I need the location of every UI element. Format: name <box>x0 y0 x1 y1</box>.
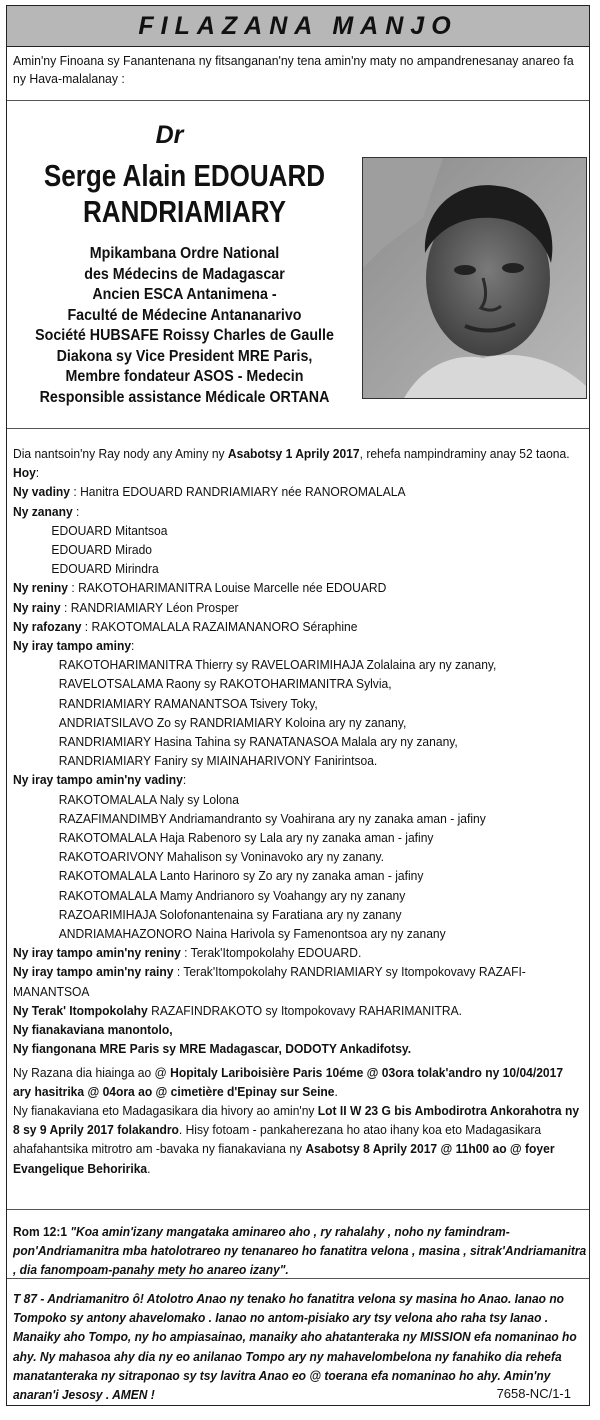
in-law-name: RAKOTOMALALA RAZAIMANANORO Séraphine <box>91 618 358 634</box>
descendants-label: Ny Terak' Itompokolahy <box>13 1002 148 1018</box>
sibling-entry: RANDRIAMIARY RAMANANTSOA Tsivery Toky, <box>58 695 318 711</box>
role-line: Diakona sy Vice President MRE Paris, <box>56 347 313 365</box>
maternal-relatives-label: Ny iray tampo amin'ny reniny <box>13 945 181 961</box>
hoy-label: Hoy <box>13 465 36 481</box>
sibling-entry: RANDRIAMIARY Hasina Tahina sy RANATANASOA Malala ary ny zanany, <box>58 734 458 750</box>
whole-family: Ny fianakaviana manontolo, <box>13 1022 173 1038</box>
funeral-text: . <box>334 1083 338 1099</box>
verse-text: "Koa amin'izany mangataka aminareo aho , ry rahalahy , noho ny famindram-pon'Andriamanitra mba hatolotrareo ny tenanareo ho fanatitra velona , masina , sitrak'Andriamanitra , dia fanompoam-panahy mety ho anareo izany". <box>13 1224 587 1278</box>
deceased-roles <box>7 244 362 408</box>
funeral-text: Ny Razana dia hiainga ao @ <box>13 1064 171 1080</box>
role-line: des Médecins de Madagascar <box>84 265 285 283</box>
role-line: Membre fondateur ASOS - Medecin <box>65 368 304 385</box>
spouse-sibling-entry: RAKOTOMALALA Mamy Andrianoro sy Voahangy ary ny zanany <box>58 887 406 903</box>
divider <box>7 1278 589 1279</box>
mother-name: RAKOTOHARIMANITRA Louise Marcelle née EDOUARD <box>78 580 387 596</box>
notice-body: Dia nantsoin'ny Ray nody any Aminy ny Asabotsy 1 Aprily 2017, rehefa nampindraminy anay 52 taona. Hoy: Ny vadiny : Hanitra EDOUARD RANDRIAMIARY née RANOROMALALA Ny zanany : EDOUARD Mitantsoa EDOUARD Mirado EDOUARD Mirindra Ny reniny : RAKOTOHARIMANITRA Louise Marcelle née EDOUARD Ny rainy : RANDRIAMIARY Léon Prosper Ny rafozany : RAKOTOMALALA RAZAIMANANORO Séraphine Ny iray tampo aminy: RAKOTOHARIMANITRA Thierry sy RAVELOARIMIHAJA Zolalaina ary ny zanany, RAVELOTSALAMA Raony sy RAKOTOHARIMANITRA Sylvia, RANDRIAMIARY RAMANANTSOA Tsivery Toky, ANDRIATSILAVO Zo sy RANDRIAMIARY Koloina ary ny zanany, RANDRIAMIARY Hasina Tahina sy RANATANASOA Malala ary ny zanany, RANDRIAMIARY Faniry sy MIAINAHARIVONY Fanirintsoa. Ny iray tampo amin'ny vadiny: RAKOTOMALALA Naly sy Lolona RAZAFIMANDIMBY Andriamandranto sy Voahirana ary ny zanaka aman - jafiny RAKOTOMALALA Haja Rabenoro sy Lala ary ny zanaka aman - jafiny RAKOTOARIVONY Mahalison sy Voninavoko ary ny zanany. RAKOTOMALALA Lanto Harinoro sy Zo ary ny zanaka aman - jafiny RAKOTOMALALA Mamy Andrianoro sy Voahangy ary ny zanany RAZOARIMIHAJA Solofonantenaina sy Faratiana ary ny zanany ANDRIAMAHAZONORO Naina Harivola sy Famenontsoa ary ny zanany Ny iray tampo amin'ny reniny : Terak'Itompokolahy EDOUARD. Ny iray tampo amin'ny rainy : Terak'Itompokolahy RANDRIAMIARY sy Itompokovavy RAZAFI-MANANTSOA Ny Terak' Itompokolahy RAZAFINDRAKOTO sy Itompokovavy RAHARIMANITRA. Ny fianakaviana manontolo, Ny fiangonana MRE Paris sy MRE Madagascar, DODOTY Ankadifotsy. Ny Razana dia hiainga ao @ Hopitaly Lariboisière Paris 10éme @ 03ora tolak'andro ny 10/04/2017 ary hasitrika @ 04ora ao @ cimetière d'Epinay sur Seine. Ny fianakaviana eto Madagasikara dia hivory ao amin'ny Lot II W 23 G bis Ambodirotra Ankorahotra ny 8 sy 9 Aprily 2017 folakandro. Hisy fotoam - pankaherezana ho atao ihany koa eto Madagasikara ahafahantsika mitrotro am -bavaka ny fianakaviana ny Asabotsy 8 Aprily 2017 @ 11h00 ao @ foyer Evangelique Behoririka. <box>13 444 580 1178</box>
role-line: Mpikambana Ordre National <box>89 245 280 262</box>
church-congregation: Ny fiangonana MRE Paris sy MRE Madagascar, DODOTY Ankadifotsy. <box>13 1041 412 1057</box>
sibling-entry: ANDRIATSILAVO Zo sy RANDRIAMIARY Koloina ary ny zanany, <box>58 714 407 730</box>
death-announcement <box>13 444 580 463</box>
funeral-location-time: Hopitaly Lariboisière Paris 10éme @ 03ora tolak'andro ny 10/04/2017 ary hasitrika @ 04ora ao @ cimetière d'Epinay sur Seine <box>13 1064 564 1099</box>
divider <box>7 428 589 429</box>
spouse-name: Hanitra EDOUARD RANDRIAMIARY née RANOROMALALA <box>80 484 406 500</box>
child-name: EDOUARD Mirado <box>51 542 153 558</box>
role-line: Responsible assistance Médicale ORTANA <box>39 388 330 406</box>
spouse-sibling-entry: RAZAFIMANDIMBY Andriamandranto sy Voahirana ary ny zanaka aman - jafiny <box>58 810 486 826</box>
children-label: Ny zanany <box>13 503 73 519</box>
in-law-label: Ny rafozany <box>13 618 82 634</box>
father-name: RANDRIAMIARY Léon Prosper <box>70 599 239 615</box>
death-date: Asabotsy 1 Aprily 2017 <box>227 446 360 461</box>
paternal-relatives-label: Ny iray tampo amin'ny rainy <box>13 964 174 980</box>
funeral-details <box>13 1063 580 1101</box>
sibling-entry: RAKOTOHARIMANITRA Thierry sy RAVELOARIMIHAJA Zolalaina ary ny zanany, <box>58 657 497 673</box>
mother-label: Ny reniny <box>13 580 69 596</box>
bible-verse <box>13 1222 586 1280</box>
divider <box>7 100 589 101</box>
descendants: RAZAFINDRAKOTO sy Itompokovavy RAHARIMANITRA. <box>151 1002 462 1018</box>
paternal-relatives: Terak'Itompokolahy RANDRIAMIARY sy Itompokovavy RAZAFI-MANANTSOA <box>13 964 526 999</box>
closing-prayer: T 87 - Andriamanitro ô! Atolotro Anao ny tenako ho fanatitra velona sy masina ho Anao. Ianao no Tompoko sy antony ahavelomako . Ianao no antom-pisiako ary tsy velona aho raha tsy Ianao . Manaiky aho Tompo, ny ho ampiasainao, manaiky aho ahatanteraka ny MISSION efa nomaninao ho ahy. Ny mahasoa ahy dia ny eo anilanao Tompo ary ny mahavelombelona ny fanahiko dia rehefa manatanteraka ny sitraponao sy tsy lavitra Anao eo @ toerana efa nomaninao ho ahy. Amin'ny anaran'i Jesosy . AMEN ! <box>13 1291 577 1403</box>
deceased-name-line1: Serge Alain EDOUARD <box>43 158 326 193</box>
divider <box>7 1209 589 1210</box>
spouse-sibling-entry: RAKOTOMALALA Haja Rabenoro sy Lala ary ny zanaka aman - jafiny <box>58 830 434 846</box>
deceased-name-line2: RANDRIAMIARY <box>82 194 287 229</box>
gathering-text: . Hisy fotoam - pankaherezana ho atao ihany koa eto Madagasikara ahafahantsika mitrotro am -bavaka ny fianakaviana ny <box>13 1122 542 1157</box>
verse-reference: Rom 12:1 <box>13 1224 68 1239</box>
father-label: Ny rainy <box>13 599 61 615</box>
spouse-sibling-entry: RAKOTOMALALA Lanto Harinoro sy Zo ary ny zanaka aman - jafiny <box>58 868 424 884</box>
child-name: EDOUARD Mitantsoa <box>51 522 168 538</box>
intro-text: Amin'ny Finoana sy Fanantenana ny fitsanganan'ny tena amin'ny maty no ampandrenesanay anareo fa ny Hava-malalanay : <box>13 53 574 86</box>
banner-title: FILAZANA MANJO <box>138 11 458 40</box>
role-line: Ancien ESCA Antanimena - <box>92 286 277 303</box>
spouse-label: Ny vadiny <box>13 484 71 500</box>
notice-banner <box>7 6 589 47</box>
death-text: Dia nantsoin'ny Ray nody any Aminy ny <box>13 446 228 461</box>
gathering-details <box>13 1101 580 1178</box>
sibling-entry: RANDRIAMIARY Faniry sy MIAINAHARIVONY Fanirintsoa. <box>58 753 378 769</box>
role-line: Société HUBSAFE Roissy Charles de Gaulle <box>35 327 334 344</box>
spouse-sibling-entry: RAZOARIMIHAJA Solofonantenaina sy Faratiana ary ny zanany <box>58 906 402 922</box>
gathering-address: Lot II W 23 G bis Ambodirotra Ankorahotra ny 8 sy 9 Aprily 2017 folakandro <box>13 1102 580 1138</box>
death-text: , rehefa nampindraminy anay 52 taona. <box>359 446 570 461</box>
obituary-notice <box>6 5 590 1406</box>
gathering-text: Ny fianakaviana eto Madagasikara dia hivory ao amin'ny <box>13 1102 318 1118</box>
sibling-entry: RAVELOTSALAMA Raony sy RAKOTOHARIMANITRA Sylvia, <box>58 676 392 692</box>
siblings-label: Ny iray tampo aminy <box>13 638 132 654</box>
deceased-title-block <box>7 114 362 408</box>
deceased-prefix: Dr <box>155 121 184 149</box>
maternal-relatives: Terak'Itompokolahy EDOUARD. <box>190 945 362 961</box>
spouse-sibling-entry: ANDRIAMAHAZONORO Naina Harivola sy Famenontsoa ary ny zanany <box>58 926 446 942</box>
spouse-sibling-entry: RAKOTOMALALA Naly sy Lolona <box>58 791 239 807</box>
portrait-image <box>363 158 587 399</box>
reference-code: 7658-NC/1-1 <box>496 1386 571 1401</box>
gathering-text: . <box>147 1160 151 1176</box>
spouse-sibling-entry: RAKOTOARIVONY Mahalison sy Voninavoko ary ny zanany. <box>58 849 385 865</box>
portrait-photo <box>362 157 587 399</box>
service-time-place: Asabotsy 8 Aprily 2017 @ 11h00 ao @ foyer Evangelique Behoririka <box>13 1141 555 1176</box>
spouse-siblings-label: Ny iray tampo amin'ny vadiny <box>13 772 183 788</box>
child-name: EDOUARD Mirindra <box>51 561 159 577</box>
role-line: Faculté de Médecine Antananarivo <box>67 306 302 324</box>
